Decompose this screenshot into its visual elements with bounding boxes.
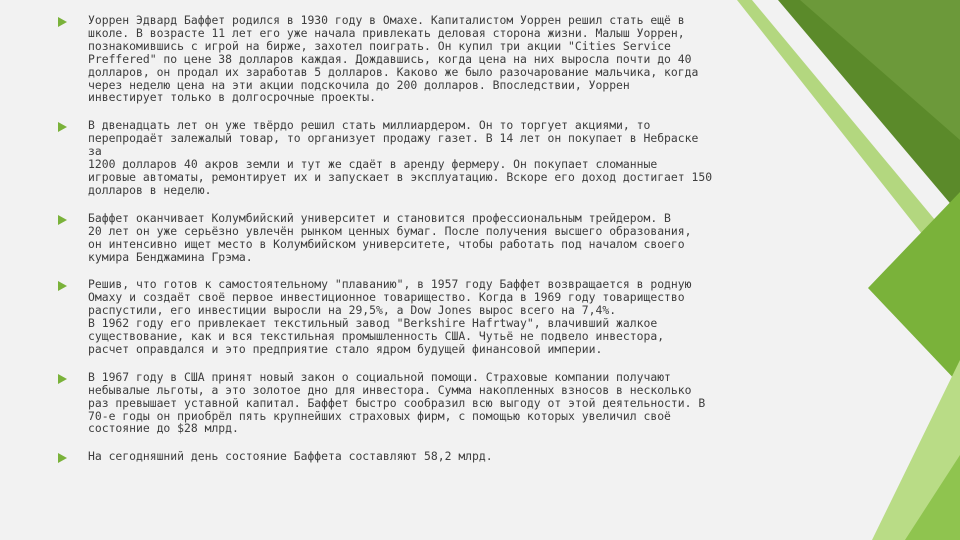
green-triangle-lower xyxy=(868,192,960,385)
green-triangle-corner-dark xyxy=(905,455,960,540)
green-triangle-corner xyxy=(872,360,960,540)
list-item xyxy=(56,371,716,436)
triangle-right-icon xyxy=(58,453,67,463)
green-band-dark xyxy=(778,0,960,215)
list-item xyxy=(56,278,716,355)
bullet-text: В 1967 году в США принят новый закон о социальной помощи. Страховые компании получают небывалые льготы, а это золотое дно для инвестора. Сумма накопленных взносов в несколько раз превышает уставной капитал. Баффет быстро сообразил всю выгоду от этой деятельности. В 70-е годы он приобрёл пять крупнейших страховых фирм, с помощью которых увеличил своё состояние до $28 млрд. xyxy=(88,369,706,436)
bullet-text: Баффет оканчивает Колумбийский университет и становится профессиональным трейдером. В 20 лет он уже серьёзно увлечён рынком ценных бумаг. После получения высшего образования, он интенсивно ищет место в Колумбийском университете, чтобы работать под началом своего кумира Бенджамина Грэма. xyxy=(88,210,692,264)
green-band-medium xyxy=(800,0,960,140)
bullet-text: На сегодняшний день состояние Баффета составляют 58,2 млрд. xyxy=(88,449,493,464)
list-item xyxy=(56,450,716,463)
list-item xyxy=(56,119,716,196)
triangle-right-icon xyxy=(58,374,67,384)
bullet-text: Решив, что готов к самостоятельному "плаванию", в 1957 году Баффет возвращается в родную Омаху и создаёт своё первое инвестиционное товарищество. Когда в 1969 году товарищество распустили, его инвестиции выросли на 29,5%, а Dow Jones вырос всего на 7,4%. В 1962 году его привлекает текстильный завод "Berkshire Hafrtway", влачивший жалкое существование, как и вся текстильная промышленность США. Чутьё не подвело инвестора, расчет оправдался и это предприятие стало ядром будущей финансовой империи. xyxy=(88,277,692,356)
bullet-text: Уоррен Эдвард Баффет родился в 1930 году в Омахе. Капиталистом Уоррен решил стать ещё в школе. В возрасте 11 лет его уже начала привлекать деловая сторона жизни. Малыш Уоррен, познакомившись с игрой на бирже, захотел поиграть. Он купил три акции "Cities Service Preffered" по цене 38 долларов каждая. Дождавшись, когда цена на них выросла почти до 40 долларов, он продал их заработав 5 долларов. Каково же было разочарование мальчика, когда через неделю цена на эти акции подскочила до 200 долларов. Впоследствии, Уоррен инвестирует только в долгосрочные проекты. xyxy=(88,13,699,105)
triangle-right-icon xyxy=(58,215,67,225)
triangle-right-icon xyxy=(58,17,67,27)
bullet-text: В двенадцать лет он уже твёрдо решил стать миллиардером. Он то торгует акциями, то перепродаёт залежалый товар, то организует продажу газет. В 14 лет он покупает в Небраске за 1200 долларов 40 акров земли и тут же сдаёт в аренду фермеру. Он покупает сломанные игровые автоматы, ремонтирует их и запускает в эксплуатацию. Вскоре его доход достигает 150 долларов в неделю. xyxy=(88,118,713,197)
triangle-right-icon xyxy=(58,281,67,291)
slide-content xyxy=(56,14,716,478)
green-stripe-light xyxy=(737,0,960,282)
bullet-list xyxy=(56,14,716,463)
list-item xyxy=(56,14,716,104)
list-item xyxy=(56,212,716,264)
triangle-right-icon xyxy=(58,122,67,132)
